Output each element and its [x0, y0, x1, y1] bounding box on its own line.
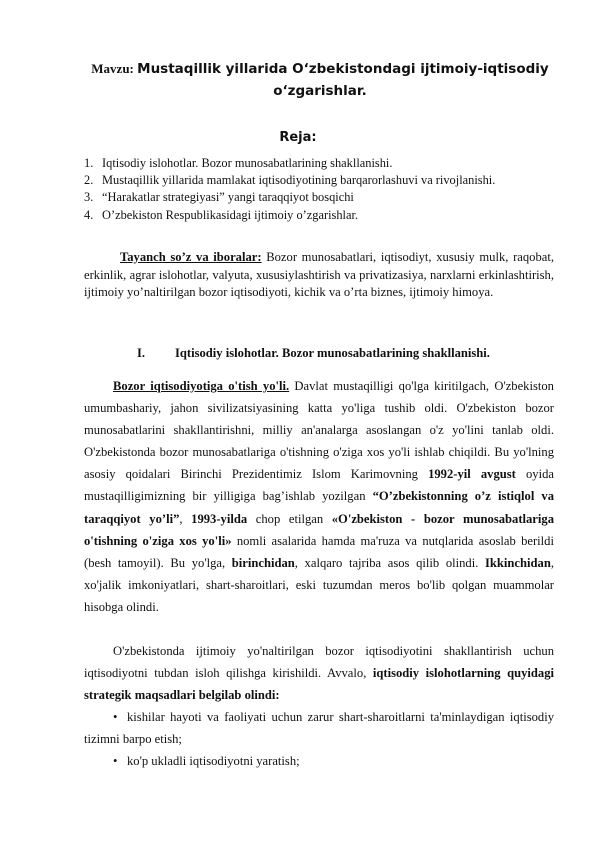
plan-item-number: 1.: [84, 156, 94, 170]
key-terms-label: Tayanch so’z va iboralar:: [120, 250, 262, 264]
plan-item-number: 3.: [84, 190, 94, 205]
section-number: I.: [137, 346, 146, 360]
plan-heading: Reja:: [279, 130, 317, 145]
bold-work-title: «O'zbekiston - bozor munosabatlariga o'tishning o'ziga xos yo'li»: [84, 511, 554, 548]
bullet-mark: •: [113, 710, 118, 724]
plan-item-text: Mustaqillik yillarida mamlakat iqtisodiyotining barqarorlashuvi va rivojlanishi.: [102, 173, 496, 188]
title-label: Mavzu:: [91, 61, 134, 76]
paragraph-text: nomli asalarida hamda ma'ruza va nutqlarida asoslab berildi (besh tamoyil). Bu yo'lga,: [84, 533, 554, 570]
paragraph-text: , xalqaro tajriba asos qilib olindi.: [294, 555, 486, 570]
document-title: [80, 58, 560, 102]
paragraph-text: , xo'jalik imkoniyatlari, shart-sharoitlari, eski tuzumdan meros bo'lib qolgan muammolar hisobga olindi.: [84, 555, 554, 614]
plan-item-number: 4.: [84, 207, 94, 222]
plan-item-text: O’zbekiston Respublikasidagi ijtimoiy o’zgarishlar.: [102, 207, 359, 222]
body-paragraph-2: [84, 640, 554, 706]
bold-date: 1992-yil avgust: [428, 467, 516, 482]
plan-item-text: “Harakatlar strategiyasi” yangi taraqqiyot bosqichi: [102, 190, 354, 205]
key-terms-text: Bozor munosabatlari, iqtisodiyt, xususiy mulk, raqobat, erkinlik, agrar islohotlar, valyuta, xususiylashtirish va privatizasiya, narxlarni erkinlashtirish, ijtimoiy yo’naltirilgan bozor iqtisodiyoti, kichik va o’rta biznes, ijtimoiy himoya.: [84, 250, 554, 299]
paragraph-text: oyida mustaqilligimizning bir yilligiga bag’ishlab yozilgan: [84, 467, 554, 504]
plan-item: [84, 155, 495, 172]
body-paragraph-1: [84, 375, 554, 618]
paragraph-text: O'zbekistonda ijtimoiy yo'naltirilgan bozor iqtisodiyotini shakllantirish uchun iqtisodiyotni tubdan isloh qilishga kirishildi. Avvalo,: [84, 644, 554, 681]
section-heading: [137, 346, 490, 361]
bold-phrase: iqtisodiy islohotlarning quyidagi strategik maqsadlari belgilab olindi:: [84, 666, 554, 703]
bullet-mark: •: [113, 754, 118, 768]
paragraph-text: Davlat mustaqilligi qo'lga kiritilgach, O'zbekiston umumbashariy, jahon sivilizatsiyasining katta yo'liga tushib oldi. O'zbekiston bozor munosabatlarini shakllantirishni, milliy an'analarga asoslangan o'z yo'lini tanlab oldi. O'zbekistonda bozor munosabatlariga o'tishning o'ziga xos yo'li ishlab chiqildi. Bu yo'lning asosiy qoidalari Birinchi Prezidentimiz Islom Karimovning: [84, 379, 554, 482]
bullet-item: [84, 706, 554, 750]
bold-work-title: “O’zbekistonning o’z istiqlol va taraqqiyot yo’li”: [84, 489, 554, 526]
title-text: Mustaqillik yillarida O‘zbekistondagi ijtimoiy-iqtisodiy o‘zgarishlar.: [137, 61, 549, 99]
plan-item: [84, 189, 495, 206]
section-title: Iqtisodiy islohotlar. Bozor munosabatlarining shakllanishi.: [175, 346, 490, 360]
bold-ordinal: Ikkinchidan: [485, 555, 551, 570]
plan-item: [84, 207, 495, 224]
bullet-item: [84, 750, 554, 772]
paragraph-text: chop etilgan: [247, 511, 332, 526]
paragraph-text: ,: [179, 511, 192, 526]
plan-item: [84, 172, 495, 189]
plan-item-number: 2.: [84, 173, 94, 188]
plan-list: [84, 155, 495, 224]
bold-year: 1993-yilda: [191, 511, 248, 526]
bullet-text: ko'p ukladli iqtisodiyotni yaratish;: [127, 754, 300, 768]
bold-ordinal: birinchidan: [231, 555, 295, 570]
key-terms-paragraph: [84, 249, 554, 302]
paragraph-lead: Bozor iqtisodiyotiga o'tish yo'li.: [113, 379, 290, 393]
plan-item-text: Iqtisodiy islohotlar. Bozor munosabatlarining shakllanishi.: [102, 156, 393, 170]
bullet-text: kishilar hayoti va faoliyati uchun zarur shart-sharoitlarni ta'minlaydigan iqtisodiy tizimni barpo etish;: [84, 710, 554, 747]
